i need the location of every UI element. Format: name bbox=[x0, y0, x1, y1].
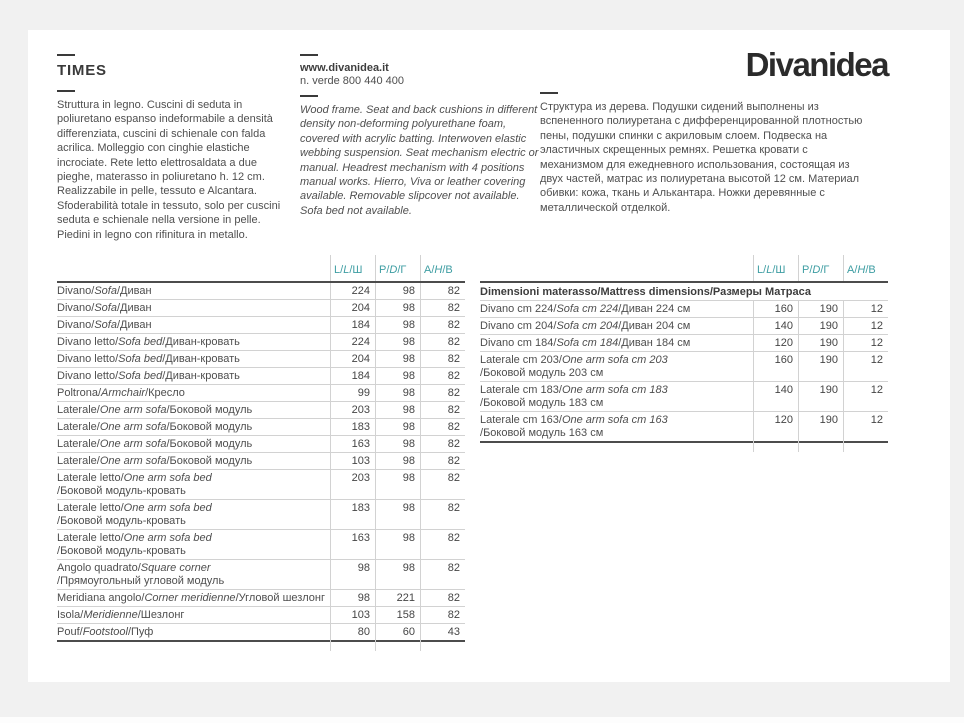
dimension-value: 221 bbox=[396, 592, 415, 604]
label-part: Боковой модуль-кровать bbox=[60, 545, 186, 557]
label-part: One arm sofa bed bbox=[123, 472, 212, 484]
dimension-value: 183 bbox=[351, 502, 370, 514]
dimension-value: 82 bbox=[447, 472, 460, 484]
table-row bbox=[57, 317, 465, 334]
phone-number: n. verde 800 440 400 bbox=[300, 75, 404, 87]
label-part: Кресло bbox=[148, 387, 185, 399]
mattress-section-title: Dimensioni materasso / Mattress dimensions / Размеры Матраса bbox=[480, 283, 888, 301]
column-header-2: A/H/B bbox=[847, 264, 876, 276]
dimension-value: 80 bbox=[357, 626, 370, 638]
dimension-value: 204 bbox=[351, 302, 370, 314]
label-part: Meridienne bbox=[83, 609, 138, 621]
section-title-en: Mattress dimensions bbox=[600, 285, 710, 298]
table-body bbox=[480, 301, 888, 443]
dimension-value: 12 bbox=[870, 354, 883, 366]
row-label: Divano letto/Sofa bed/Диван-кровать bbox=[57, 353, 240, 365]
dimension-value: 190 bbox=[819, 354, 838, 366]
label-part: Боковой модуль bbox=[169, 421, 253, 433]
row-label: Angolo quadrato/Square corner /Прямоугольный угловой модуль bbox=[57, 562, 225, 587]
table-row bbox=[480, 335, 888, 352]
row-label: Laterale cm 183/One arm sofa cm 183 /Боковой модуль 183 см bbox=[480, 384, 668, 409]
header-spacer bbox=[57, 258, 330, 281]
dimension-value: 82 bbox=[447, 592, 460, 604]
label-part: H bbox=[434, 264, 443, 276]
dimension-value: 98 bbox=[402, 404, 415, 416]
dimension-value: 43 bbox=[447, 626, 460, 638]
brand-logo: Divanidea bbox=[745, 46, 888, 83]
table-row bbox=[57, 300, 465, 317]
dimension-value: 82 bbox=[447, 609, 460, 621]
label-part: Угловой шезлонг bbox=[238, 592, 325, 604]
label-part: Sofa bed bbox=[118, 336, 163, 348]
section-english bbox=[300, 54, 542, 218]
row-label: Divano cm 184/Sofa cm 184/Диван 184 см bbox=[480, 337, 691, 349]
column-header-0: L/L/Ш bbox=[334, 264, 363, 276]
label-part: One arm sofa bed bbox=[123, 532, 212, 544]
label-part: Sofa bbox=[94, 319, 117, 331]
table-row bbox=[480, 412, 888, 443]
row-label: Laterale/One arm sofa/Боковой модуль bbox=[57, 421, 253, 433]
table-header bbox=[57, 258, 465, 283]
label-part: Angolo quadrato bbox=[57, 562, 138, 574]
label-part: Sofa bbox=[94, 302, 117, 314]
dimension-value: 12 bbox=[870, 320, 883, 332]
label-part: Divano cm 184 bbox=[480, 337, 554, 349]
label-part: Боковой модуль bbox=[169, 404, 253, 416]
table-row bbox=[57, 453, 465, 470]
dimension-value: 190 bbox=[819, 303, 838, 315]
dimension-value: 98 bbox=[402, 336, 415, 348]
label-part: B bbox=[445, 264, 453, 276]
label-part: Divano bbox=[57, 302, 92, 314]
label-part: Laterale cm 183 bbox=[480, 384, 559, 396]
dash-rule bbox=[57, 90, 75, 92]
row-label: Laterale letto/One arm sofa bed /Боковой модуль-кровать bbox=[57, 502, 212, 527]
column-header-1: P/D/Г bbox=[802, 264, 830, 276]
label-part: Диван-кровать bbox=[165, 336, 240, 348]
label-part: One arm sofa cm 203 bbox=[561, 354, 668, 366]
table-body bbox=[57, 283, 465, 642]
dimension-value: 82 bbox=[447, 336, 460, 348]
label-part: Divano bbox=[57, 285, 92, 297]
row-label: Divano/Sofa/Диван bbox=[57, 319, 152, 331]
dimension-value: 160 bbox=[774, 354, 793, 366]
label-part: L bbox=[766, 264, 773, 276]
column-divider bbox=[420, 255, 421, 651]
dimension-value: 98 bbox=[402, 562, 415, 574]
section-russian bbox=[540, 92, 874, 215]
label-part: Laterale cm 163 bbox=[480, 414, 559, 426]
dimension-value: 163 bbox=[351, 532, 370, 544]
label-part: Диван bbox=[120, 285, 152, 297]
product-dimensions-table bbox=[57, 258, 465, 642]
label-part: One arm sofa bed bbox=[123, 502, 212, 514]
label-part: Footstool bbox=[82, 626, 128, 638]
table-row bbox=[480, 301, 888, 318]
label-part: One arm sofa cm 163 bbox=[561, 414, 668, 426]
dimension-value: 98 bbox=[402, 302, 415, 314]
dimension-value: 140 bbox=[774, 320, 793, 332]
label-part: Divano cm 224 bbox=[480, 303, 554, 315]
label-part: H bbox=[857, 264, 866, 276]
dimension-value: 158 bbox=[396, 609, 415, 621]
table-row bbox=[57, 283, 465, 300]
dimension-value: 98 bbox=[402, 502, 415, 514]
label-part: Диван 224 см bbox=[621, 303, 691, 315]
dimension-value: 98 bbox=[357, 592, 370, 604]
dimension-value: 204 bbox=[351, 353, 370, 365]
dimension-value: 12 bbox=[870, 303, 883, 315]
label-part: Corner meridienne bbox=[144, 592, 236, 604]
label-part: A bbox=[847, 264, 855, 276]
row-label: Laterale/One arm sofa/Боковой модуль bbox=[57, 404, 253, 416]
label-part: Диван bbox=[120, 319, 152, 331]
label-part: L bbox=[343, 264, 350, 276]
dimension-value: 203 bbox=[351, 472, 370, 484]
label-part: L bbox=[757, 264, 764, 276]
dimension-value: 82 bbox=[447, 532, 460, 544]
dimension-value: 82 bbox=[447, 285, 460, 297]
label-part: Sofa bbox=[94, 285, 117, 297]
column-header-2: A/H/B bbox=[424, 264, 453, 276]
dimension-value: 98 bbox=[402, 532, 415, 544]
dash-rule bbox=[540, 92, 558, 94]
row-label: Laterale letto/One arm sofa bed /Боковой модуль-кровать bbox=[57, 472, 212, 497]
label-part: Laterale bbox=[57, 421, 97, 433]
label-part: Пуф bbox=[131, 626, 154, 638]
label-part: One arm sofa bbox=[99, 421, 167, 433]
dimension-value: 163 bbox=[351, 438, 370, 450]
catalog-page bbox=[28, 30, 950, 682]
label-part: One arm sofa cm 183 bbox=[561, 384, 668, 396]
dash-rule bbox=[300, 95, 318, 97]
dash-rule bbox=[57, 54, 75, 56]
label-part: B bbox=[868, 264, 876, 276]
dimension-value: 98 bbox=[357, 562, 370, 574]
row-label: Laterale cm 203/One arm sofa cm 203 /Боковой модуль 203 см bbox=[480, 354, 668, 379]
dimension-value: 82 bbox=[447, 421, 460, 433]
label-part: Sofa cm 184 bbox=[556, 337, 619, 349]
table-row bbox=[57, 530, 465, 560]
page-edge-strip bbox=[0, 717, 964, 723]
dimension-value: 224 bbox=[351, 336, 370, 348]
dimension-value: 190 bbox=[819, 414, 838, 426]
label-part: Divano cm 204 bbox=[480, 320, 554, 332]
label-part: Ш bbox=[775, 264, 786, 276]
product-title: TIMES bbox=[57, 62, 107, 79]
dimension-value: 160 bbox=[774, 303, 793, 315]
label-part: Боковой модуль-кровать bbox=[60, 485, 186, 497]
table-row bbox=[480, 318, 888, 335]
dimension-value: 98 bbox=[402, 387, 415, 399]
label-part: Divano letto bbox=[57, 370, 116, 382]
section-italian bbox=[57, 54, 293, 242]
label-part: Диван bbox=[120, 302, 152, 314]
label-part: Боковой модуль bbox=[169, 455, 253, 467]
dimension-value: 98 bbox=[402, 438, 415, 450]
dimension-value: 98 bbox=[402, 370, 415, 382]
table-row bbox=[57, 351, 465, 368]
dimension-value: 120 bbox=[774, 337, 793, 349]
table-row bbox=[57, 624, 465, 642]
label-part: Pouf bbox=[57, 626, 80, 638]
label-part: A bbox=[424, 264, 432, 276]
row-label: Divano/Sofa/Диван bbox=[57, 302, 152, 314]
label-part: Ш bbox=[352, 264, 363, 276]
dimension-value: 82 bbox=[447, 353, 460, 365]
dimension-value: 98 bbox=[402, 455, 415, 467]
table-row bbox=[57, 334, 465, 351]
label-part: Divano letto bbox=[57, 353, 116, 365]
row-label: Laterale/One arm sofa/Боковой модуль bbox=[57, 438, 253, 450]
table-row bbox=[57, 500, 465, 530]
label-part: Диван 184 см bbox=[621, 337, 691, 349]
description-english: Wood frame. Seat and back cushions in different density non-deforming polyurethane foam, covered with acrylic batting. Interwoven elastic webbing suspension. Seat mechanism electric or manual. Headrest mechanism with 4 positions manual works. Hierro, Viva or leather covering available. Removable slipcover not available. Sofa bed not available. bbox=[300, 104, 539, 217]
row-label: Isola/Meridienne/Шезлонг bbox=[57, 609, 185, 621]
dimension-value: 82 bbox=[447, 455, 460, 467]
row-label: Divano cm 224/Sofa cm 224/Диван 224 см bbox=[480, 303, 691, 315]
label-part: Isola bbox=[57, 609, 81, 621]
row-label: Poltrona/Armchair/Кресло bbox=[57, 387, 185, 399]
dimension-value: 190 bbox=[819, 337, 838, 349]
label-part: Sofa cm 224 bbox=[556, 303, 619, 315]
dimension-value: 98 bbox=[402, 421, 415, 433]
label-part: Sofa bed bbox=[118, 353, 163, 365]
dimension-value: 82 bbox=[447, 562, 460, 574]
table-row bbox=[57, 590, 465, 607]
column-divider bbox=[330, 255, 331, 651]
header-spacer bbox=[480, 258, 753, 281]
row-label: Divano letto/Sofa bed/Диван-кровать bbox=[57, 370, 240, 382]
dimension-value: 98 bbox=[402, 353, 415, 365]
label-part: Г bbox=[823, 264, 830, 276]
description-italian: Struttura in legno. Cuscini di seduta in poliuretano espanso indeformabile a densità differenziata, cuscini di schienale con falda acrilica. Molleggio con cinghie elastiche incrociate. Rete letto elettrosaldata a due pieghe, materasso in poliuretano h. 12 cm. Realizzabile in pelle, tessuto e Alcantara. Sfoderabilità totale in tessuto, solo per cuscini seduta e schienale nella versione in pelle. Piedini in legno con rifinitura in metallo. bbox=[57, 99, 281, 241]
label-part: Poltrona bbox=[57, 387, 98, 399]
row-label: Divano letto/Sofa bed/Диван-кровать bbox=[57, 336, 240, 348]
label-part: L bbox=[334, 264, 341, 276]
dimension-value: 98 bbox=[402, 319, 415, 331]
row-label: Meridiana angolo/Corner meridienne/Угловой шезлонг bbox=[57, 592, 325, 604]
label-part: Laterale letto bbox=[57, 472, 121, 484]
label-part: Armchair bbox=[101, 387, 146, 399]
label-part: Laterale letto bbox=[57, 532, 121, 544]
label-part: One arm sofa bbox=[99, 438, 167, 450]
label-part: Боковой модуль 183 см bbox=[483, 397, 604, 409]
label-part: Боковой модуль 203 см bbox=[483, 367, 604, 379]
table-row bbox=[480, 382, 888, 412]
label-part: D bbox=[389, 264, 398, 276]
row-label: Divano cm 204/Sofa cm 204/Диван 204 см bbox=[480, 320, 691, 332]
label-part: Боковой модуль 163 см bbox=[483, 427, 604, 439]
label-part: Square corner bbox=[140, 562, 211, 574]
dimension-value: 140 bbox=[774, 384, 793, 396]
dimension-value: 99 bbox=[357, 387, 370, 399]
dimension-value: 82 bbox=[447, 302, 460, 314]
label-part: Боковой модуль bbox=[169, 438, 253, 450]
row-label: Laterale cm 163/One arm sofa cm 163 /Боковой модуль 163 см bbox=[480, 414, 668, 439]
label-part: Meridiana angolo bbox=[57, 592, 142, 604]
dimension-value: 184 bbox=[351, 370, 370, 382]
row-label: Laterale/One arm sofa/Боковой модуль bbox=[57, 455, 253, 467]
dimension-value: 183 bbox=[351, 421, 370, 433]
label-part: Диван-кровать bbox=[165, 370, 240, 382]
label-part: One arm sofa bbox=[99, 455, 167, 467]
table-row bbox=[57, 368, 465, 385]
table-row bbox=[57, 419, 465, 436]
dimension-value: 82 bbox=[447, 387, 460, 399]
column-divider bbox=[375, 255, 376, 651]
label-part: Divano bbox=[57, 319, 92, 331]
label-part: Диван 204 см bbox=[621, 320, 691, 332]
dash-rule bbox=[300, 54, 318, 56]
table-row bbox=[57, 560, 465, 590]
dimension-value: 60 bbox=[402, 626, 415, 638]
dimension-value: 82 bbox=[447, 502, 460, 514]
column-header-0: L/L/Ш bbox=[757, 264, 786, 276]
label-part: Laterale letto bbox=[57, 502, 121, 514]
dimension-value: 12 bbox=[870, 337, 883, 349]
label-part: Laterale cm 203 bbox=[480, 354, 559, 366]
dimension-value: 98 bbox=[402, 285, 415, 297]
dimension-value: 190 bbox=[819, 320, 838, 332]
website-url: www.divanidea.it bbox=[300, 62, 389, 74]
dimension-value: 224 bbox=[351, 285, 370, 297]
label-part: Шезлонг bbox=[140, 609, 185, 621]
label-part: Laterale bbox=[57, 404, 97, 416]
dimension-value: 82 bbox=[447, 438, 460, 450]
label-part: Laterale bbox=[57, 438, 97, 450]
dimension-value: 82 bbox=[447, 319, 460, 331]
table-row bbox=[480, 352, 888, 382]
description-russian: Структура из дерева. Подушки сидений выполнены из вспененного полиуретана с дифференцированной плотностью пены, подушки спинки с акриловым слоем. Подвеска на эластичных скрещенных ремнях. Решетка кровати с механизмом для ежедневного использования, состоящая из двух частей, матрас из полиуретана высотой 12 см. Материал обивки: кожа, ткань и Алькантара. Ножки деревянные с металлической отделкой. bbox=[540, 101, 863, 214]
label-part: Прямоугольный угловой модуль bbox=[60, 575, 225, 587]
table-row bbox=[57, 402, 465, 419]
table-row bbox=[57, 436, 465, 453]
label-part: D bbox=[812, 264, 821, 276]
dimension-value: 82 bbox=[447, 370, 460, 382]
label-part: Диван-кровать bbox=[165, 353, 240, 365]
dimension-value: 12 bbox=[870, 414, 883, 426]
dimension-value: 184 bbox=[351, 319, 370, 331]
section-title-it: Dimensioni materasso bbox=[480, 285, 598, 298]
dimension-value: 103 bbox=[351, 609, 370, 621]
row-label: Pouf/Footstool/Пуф bbox=[57, 626, 154, 638]
label-part: Sofa cm 204 bbox=[556, 320, 619, 332]
dimension-value: 98 bbox=[402, 472, 415, 484]
row-label: Laterale letto/One arm sofa bed /Боковой модуль-кровать bbox=[57, 532, 212, 557]
table-row bbox=[57, 385, 465, 402]
label-part: P bbox=[802, 264, 810, 276]
label-part: Г bbox=[400, 264, 407, 276]
row-label: Divano/Sofa/Диван bbox=[57, 285, 152, 297]
table-row bbox=[57, 607, 465, 624]
dimension-value: 103 bbox=[351, 455, 370, 467]
column-header-1: P/D/Г bbox=[379, 264, 407, 276]
dimension-value: 190 bbox=[819, 384, 838, 396]
table-header bbox=[480, 258, 888, 283]
label-part: Sofa bed bbox=[118, 370, 163, 382]
dimension-value: 82 bbox=[447, 404, 460, 416]
label-part: P bbox=[379, 264, 387, 276]
label-part: One arm sofa bbox=[99, 404, 167, 416]
label-part: Боковой модуль-кровать bbox=[60, 515, 186, 527]
section-title-ru: Размеры Матраса bbox=[712, 285, 811, 298]
dimension-value: 120 bbox=[774, 414, 793, 426]
label-part: Laterale bbox=[57, 455, 97, 467]
dimension-value: 203 bbox=[351, 404, 370, 416]
dimension-value: 12 bbox=[870, 384, 883, 396]
table-row bbox=[57, 470, 465, 500]
mattress-dimensions-table bbox=[480, 258, 888, 443]
label-part: Divano letto bbox=[57, 336, 116, 348]
